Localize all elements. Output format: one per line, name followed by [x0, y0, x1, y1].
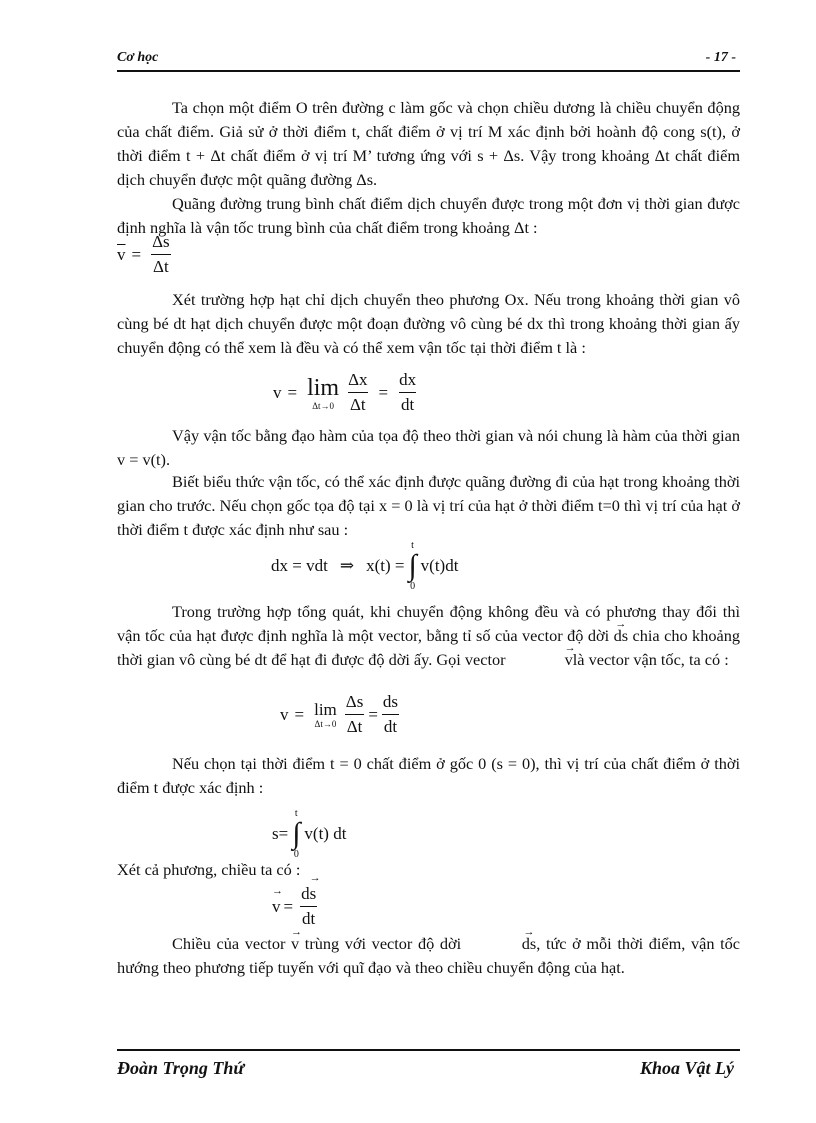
equation-arc-length-integral	[272, 808, 346, 860]
header-rule	[117, 70, 740, 72]
fraction-dsvec-dt	[299, 884, 318, 929]
lim-word: lim	[314, 700, 337, 719]
lim-word: lim	[307, 374, 340, 401]
equation-position-integral	[271, 540, 458, 592]
integral	[292, 808, 300, 860]
paragraph-3: Xét trường hợp hạt chỉ dịch chuyển theo phương Ox. Nếu trong khoảng thời gian vô cùng bé dt hạt dịch chuyển được một đoạn đường vô cùng bé dx thì trong khoảng thời gian ấy chuyển động có thể xem là đều và có thể xem vận tốc tại thời điểm t là :	[117, 290, 740, 357]
integral	[408, 540, 416, 592]
integrand: v(t) dt	[304, 824, 347, 843]
p6-text-b: chia cho khoảng thời gian vô cùng bé dt để hạt đi được độ dời ấy. Gọi vector	[117, 626, 740, 669]
numerator: dx	[399, 370, 417, 389]
implies-arrow: ⇒	[339, 556, 355, 575]
denominator: Δt	[348, 392, 368, 415]
ds-vector: → ds	[467, 932, 536, 956]
integral-sign: ∫	[408, 549, 417, 582]
paragraph-4: Vậy vận tốc bằng đạo hàm của tọa độ theo thời gian và nói chung là hàm của thời gian v = v(t).	[117, 426, 740, 469]
v-symbol: v	[280, 704, 289, 724]
header-page-number: - 17 -	[705, 50, 736, 65]
numerator: Δs	[152, 232, 170, 251]
denominator: dt	[399, 392, 416, 415]
fraction-ds-dt-small	[381, 692, 400, 737]
fraction-ds-dt	[344, 692, 366, 737]
footer-author: Đoàn Trọng Thứ	[117, 1058, 245, 1078]
paragraph-7: Nếu chọn tại thời điểm t = 0 chất điểm ở gốc 0 (s = 0), thì vị trí của chất điểm ở thời điểm t được xác định :	[117, 754, 740, 797]
v-vector: → v	[510, 648, 573, 672]
v-vector: → v	[272, 897, 281, 917]
dx-vdt: dx = vdt	[271, 556, 328, 575]
equals: =	[294, 704, 305, 724]
p6-text-a: Trong trường hợp tổng quát, khi chuyển động không đều và có phương thay đổi thì vận tốc của hạt được định nghĩa là một vector, bằng tỉ số của vector độ dời	[117, 602, 740, 645]
denominator: Δt	[151, 254, 171, 277]
equation-velocity-limit-x	[273, 370, 421, 415]
denominator: dt	[300, 906, 317, 929]
p9-text-c: , tức ở mỗi thời điểm, vận tốc hướng theo phương tiếp tuyến với quĩ đạo và theo chiều chuyển động của hạt.	[117, 934, 740, 977]
equals: =	[131, 244, 142, 264]
equation-average-velocity	[117, 232, 175, 277]
fraction-dx-dt	[346, 370, 369, 415]
ds-vector: → ds	[614, 624, 628, 648]
header-left: Cơ học	[117, 50, 159, 65]
integral-sign: ∫	[292, 817, 301, 850]
numerator	[299, 884, 318, 906]
paragraph-2: Quãng đường trung bình chất điểm dịch chuyển được trong một đơn vị thời gian được định nghĩa là vận tốc trung bình của chất điểm trong khoảng Δt :	[117, 194, 740, 237]
p9-text-b: trùng với vector độ dời	[304, 934, 462, 953]
numerator: Δs	[345, 692, 364, 711]
equals: =	[287, 382, 298, 402]
footer-department: Khoa Vật Lý	[639, 1058, 734, 1078]
v-symbol: v	[273, 382, 282, 402]
limit	[314, 700, 337, 729]
fraction-dx-dt-small	[397, 370, 418, 415]
x-of-t: x(t) =	[366, 556, 405, 575]
lim-sub: Δt→0	[314, 719, 337, 729]
equals: =	[283, 896, 294, 916]
equals: =	[378, 382, 389, 402]
upper-limit: t	[411, 540, 414, 551]
paragraph-9	[117, 932, 740, 980]
s-vector: → s	[310, 884, 317, 904]
d-letter: d	[301, 884, 310, 903]
limit	[307, 375, 339, 411]
lim-sub: Δt→0	[312, 400, 334, 411]
numerator: ds	[382, 692, 399, 711]
v-vector: → v	[291, 932, 299, 956]
p6-text-c: là vector vận tốc, ta có :	[572, 650, 729, 669]
paragraph-5: Biết biểu thức vận tốc, có thể xác định được quãng đường đi của hạt trong khoảng thời gian cho trước. Nếu chọn gốc tọa độ tại x = 0 là vị trí của hạt ở thời điểm t=0 thì vị trí của hạt ở thời điểm t được xác định như sau :	[117, 472, 740, 539]
v-bar: $\overline{v}$	[117, 244, 126, 264]
lower-limit: 0	[293, 849, 299, 860]
numerator: Δx	[348, 370, 368, 389]
paragraph-8: Xét cả phương, chiều ta có :	[117, 860, 301, 879]
equation-velocity-limit-s	[280, 692, 403, 737]
equals: =	[368, 704, 378, 724]
paragraph-6	[117, 600, 740, 672]
integrand: v(t)dt	[420, 556, 459, 575]
upper-limit: t	[294, 808, 298, 819]
paragraph-1: Ta chọn một điểm O trên đường c làm gốc và chọn chiều dương là chiều chuyển động của chất điểm. Giả sử ở thời điểm t, chất điểm ở vị trí M xác định bởi hoành độ cong s(t), ở thời điểm t + Δt chất điểm ở vị trí M’ tương ứng với s + Δs. Vậy trong khoảng Δt chất điểm dịch chuyển được một quãng đường Δs.	[117, 98, 740, 189]
fraction-ds-dt	[150, 232, 172, 277]
p9-text-a: Chiều của vector	[172, 934, 286, 953]
denominator: Δt	[345, 714, 365, 737]
s-equals: s=	[272, 824, 289, 843]
lower-limit: 0	[410, 581, 416, 592]
footer-rule	[117, 1049, 740, 1051]
denominator: dt	[382, 714, 399, 737]
